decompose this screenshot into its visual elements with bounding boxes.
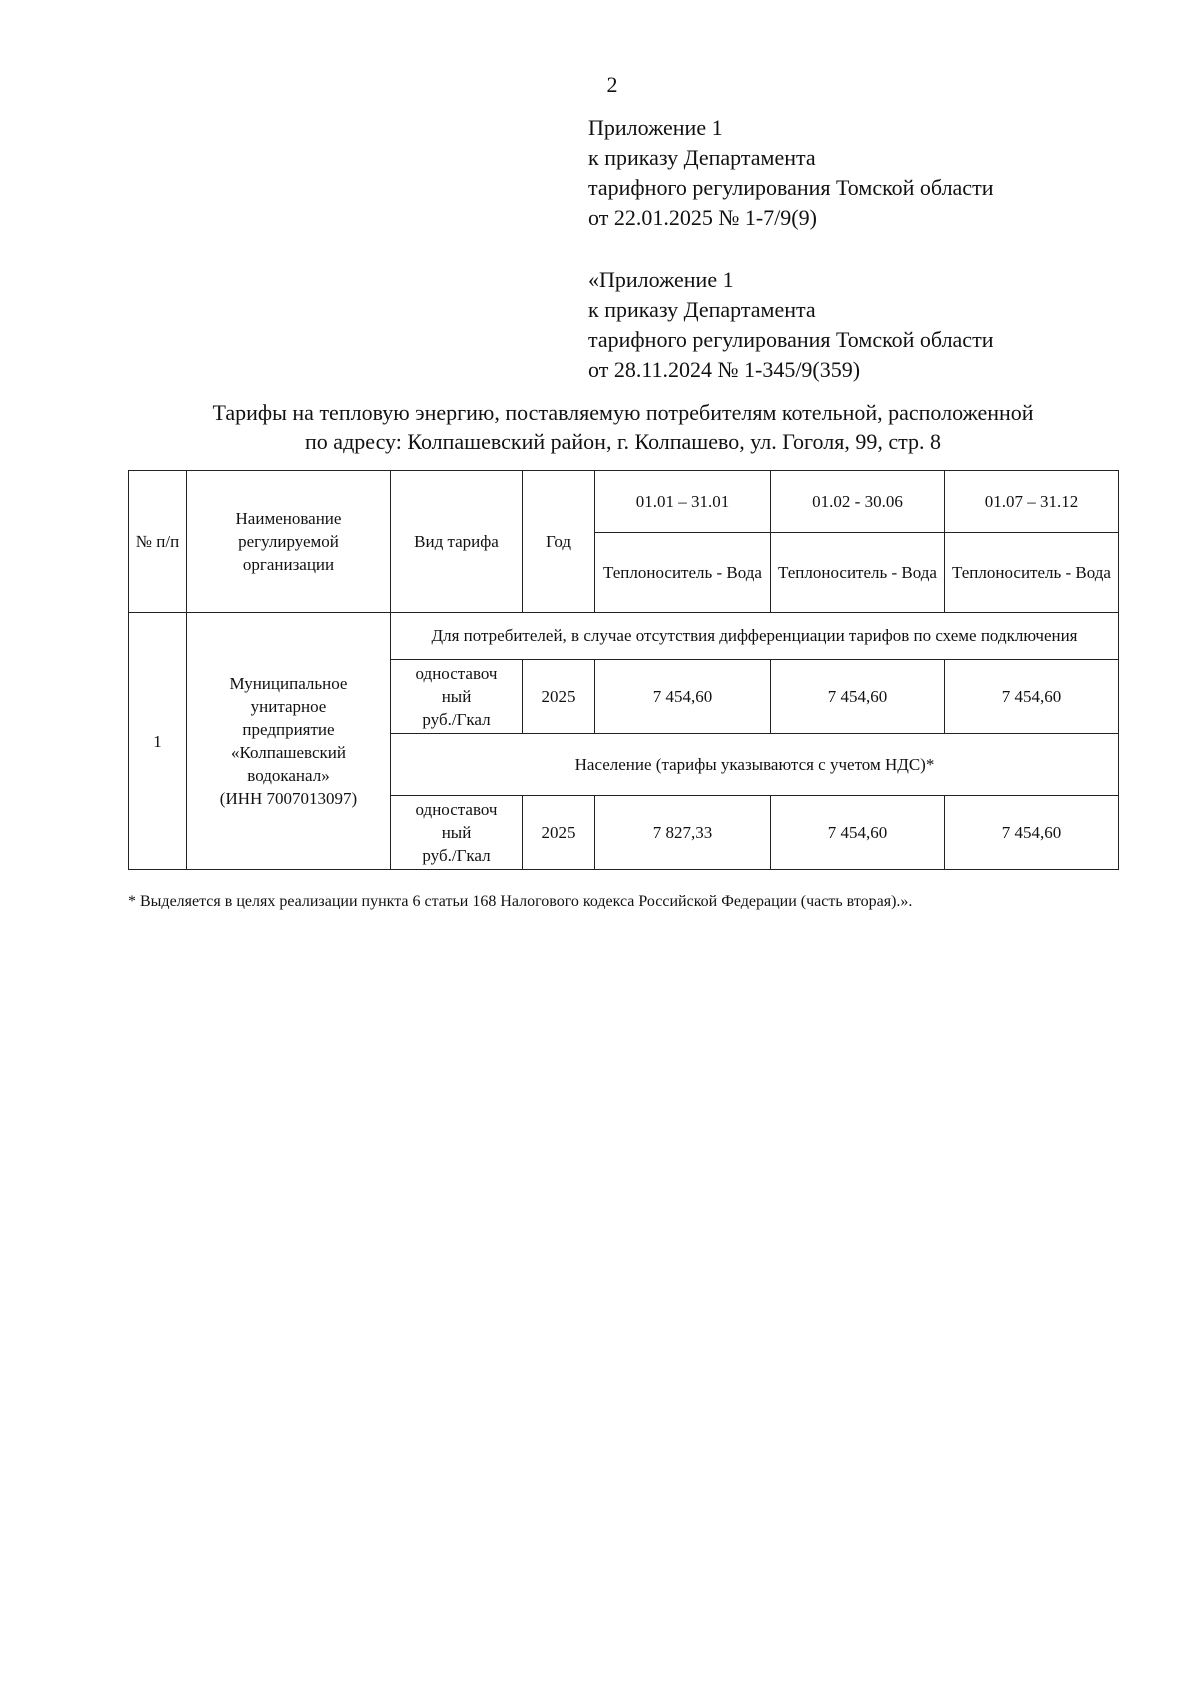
tariff-table bbox=[128, 470, 1119, 870]
org-line: водоканал» bbox=[247, 766, 330, 785]
org-line: «Колпашевский bbox=[231, 743, 346, 762]
page-number: 2 bbox=[606, 72, 618, 97]
document-title bbox=[128, 398, 1118, 456]
footnote: * Выделяется в целях реализации пункта 6 статьи 168 Налогового кодекса Российской Федерации (часть вторая).». bbox=[128, 893, 913, 910]
tariff-type-line: руб./Гкал bbox=[422, 710, 491, 729]
org-line: предприятие bbox=[242, 720, 335, 739]
tariff-value: 7 454,60 bbox=[595, 660, 771, 734]
header-period: 01.01 – 31.01 bbox=[595, 471, 771, 533]
appendix-original-header bbox=[588, 265, 1148, 385]
year-cell: 2025 bbox=[523, 796, 595, 870]
header-year: Год bbox=[523, 471, 595, 613]
section-row bbox=[129, 613, 1119, 660]
organization-name bbox=[187, 613, 391, 870]
appendix-line: от 28.11.2024 № 1-345/9(359) bbox=[588, 357, 861, 382]
year-cell: 2025 bbox=[523, 660, 595, 734]
appendix-line: от 22.01.2025 № 1-7/9(9) bbox=[588, 205, 817, 230]
section-title: Население (тарифы указываются с учетом НДС)* bbox=[391, 734, 1119, 796]
header-carrier: Теплоноситель - Вода bbox=[595, 533, 771, 613]
appendix-line: к приказу Департамента bbox=[588, 145, 816, 170]
tariff-value: 7 454,60 bbox=[771, 796, 945, 870]
appendix-line: тарифного регулирования Томской области bbox=[588, 327, 994, 352]
header-carrier: Теплоноситель - Вода bbox=[771, 533, 945, 613]
tariff-type-line: одноставоч bbox=[415, 664, 498, 683]
tariff-value: 7 454,60 bbox=[771, 660, 945, 734]
tariff-type-line: ный bbox=[441, 823, 472, 842]
appendix-current-header bbox=[588, 113, 1148, 233]
tariff-type-line: руб./Гкал bbox=[422, 846, 491, 865]
header-period: 01.07 – 31.12 bbox=[945, 471, 1119, 533]
tariff-type-line: одноставоч bbox=[415, 800, 498, 819]
header-num: № п/п bbox=[129, 471, 187, 613]
appendix-line: тарифного регулирования Томской области bbox=[588, 175, 994, 200]
org-line: унитарное bbox=[250, 697, 327, 716]
header-carrier: Теплоноситель - Вода bbox=[945, 533, 1119, 613]
tariff-type bbox=[391, 660, 523, 734]
title-line: по адресу: Колпашевский район, г. Колпашево, ул. Гоголя, 99, стр. 8 bbox=[305, 429, 941, 454]
header-tariff-type: Вид тарифа bbox=[391, 471, 523, 613]
header-org: Наименование регулируемой организации bbox=[187, 471, 391, 613]
tariff-value: 7 454,60 bbox=[945, 660, 1119, 734]
tariff-value: 7 827,33 bbox=[595, 796, 771, 870]
appendix-line: к приказу Департамента bbox=[588, 297, 816, 322]
org-line: Муниципальное bbox=[229, 674, 348, 693]
row-number: 1 bbox=[129, 613, 187, 870]
tariff-value: 7 454,60 bbox=[945, 796, 1119, 870]
org-line: (ИНН 7007013097) bbox=[219, 789, 358, 808]
appendix-line: «Приложение 1 bbox=[588, 267, 734, 292]
title-line: Тарифы на тепловую энергию, поставляемую потребителям котельной, расположенной bbox=[212, 400, 1034, 425]
tariff-type-line: ный bbox=[441, 687, 472, 706]
header-row bbox=[129, 471, 1119, 533]
tariff-type bbox=[391, 796, 523, 870]
header-period: 01.02 - 30.06 bbox=[771, 471, 945, 533]
section-title: Для потребителей, в случае отсутствия дифференциации тарифов по схеме подключения bbox=[391, 613, 1119, 660]
appendix-line: Приложение 1 bbox=[588, 115, 723, 140]
